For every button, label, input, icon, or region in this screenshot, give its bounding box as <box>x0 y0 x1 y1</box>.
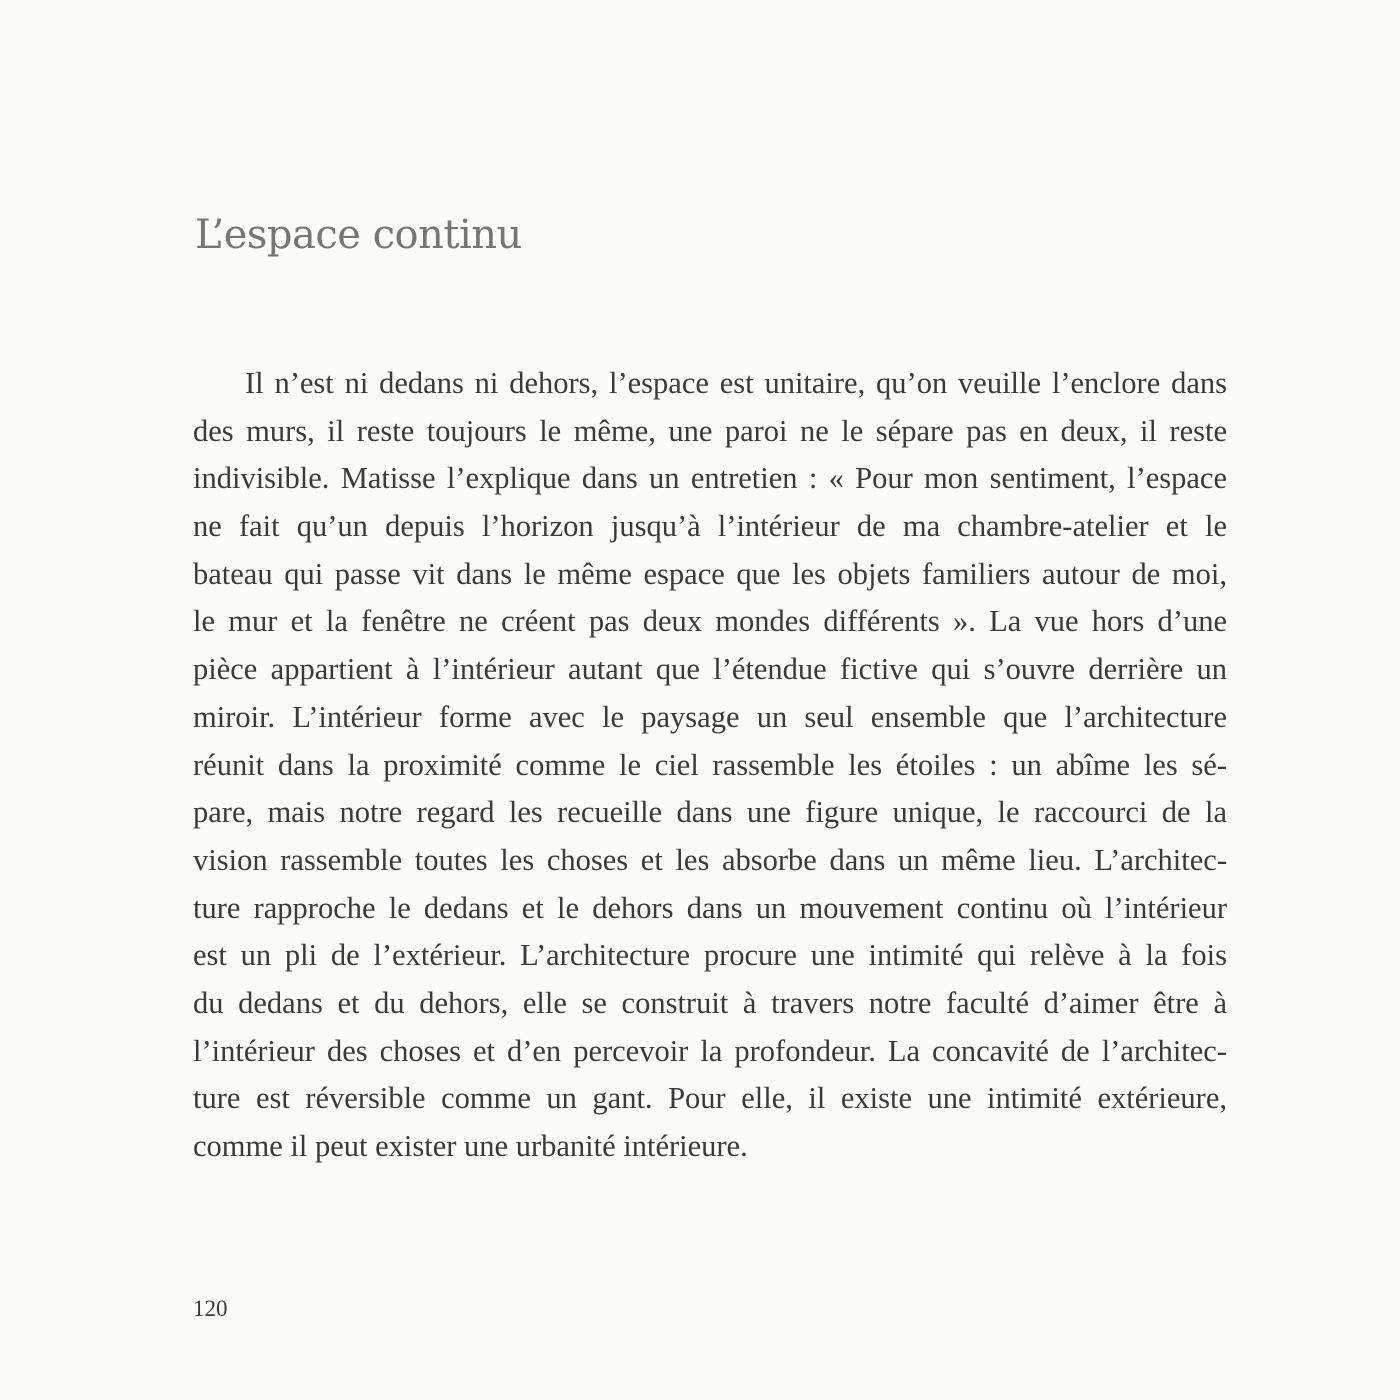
paragraph-line: pare, mais notre regard les recueille dans une figure unique, le raccourci de la <box>193 795 1227 830</box>
paragraph-line: comme il peut exister une urbanité intérieure. <box>193 1129 748 1163</box>
page-number: 120 <box>193 1296 228 1321</box>
paragraph-line: réunit dans la proximité comme le ciel rassemble les étoiles : un abîme les sé- <box>193 747 1227 782</box>
body-paragraph <box>193 360 1227 1171</box>
paragraph-line: miroir. L’intérieur forme avec le paysage un seul ensemble que l’architecture <box>193 699 1227 734</box>
chapter-title: L’espace continu <box>195 212 522 258</box>
paragraph-line: bateau qui passe vit dans le même espace que les objets familiers autour de moi, <box>193 556 1227 591</box>
paragraph-line: ture est réversible comme un gant. Pour elle, il existe une intimité extérieure, <box>193 1081 1227 1116</box>
paragraph-line: ne fait qu’un depuis l’horizon jusqu’à l’intérieur de ma chambre-atelier et le <box>193 509 1227 544</box>
paragraph-line: pièce appartient à l’intérieur autant que l’étendue fictive qui s’ouvre derrière un <box>193 652 1227 687</box>
paragraph-line: ture rapproche le dedans et le dehors dans un mouvement continu où l’intérieur <box>193 890 1227 925</box>
paragraph-line: du dedans et du dehors, elle se construit à travers notre faculté d’aimer être à <box>193 985 1227 1020</box>
paragraph-line: l’intérieur des choses et d’en percevoir la profondeur. La concavité de l’architec- <box>193 1033 1227 1068</box>
paragraph-line: Il n’est ni dedans ni dehors, l’espace est unitaire, qu’on veuille l’enclore dans <box>245 366 1227 400</box>
paragraph-line: des murs, il reste toujours le même, une paroi ne le sépare pas en deux, il reste <box>193 413 1227 448</box>
paragraph-line: indivisible. Matisse l’explique dans un entretien : « Pour mon sentiment, l’espace <box>193 461 1227 496</box>
paragraph-line: est un pli de l’extérieur. L’architecture procure une intimité qui relève à la fois <box>193 938 1227 973</box>
paragraph-line: le mur et la fenêtre ne créent pas deux mondes différents ». La vue hors d’une <box>193 604 1227 639</box>
paragraph-line: vision rassemble toutes les choses et les absorbe dans un même lieu. L’architec- <box>193 842 1227 877</box>
